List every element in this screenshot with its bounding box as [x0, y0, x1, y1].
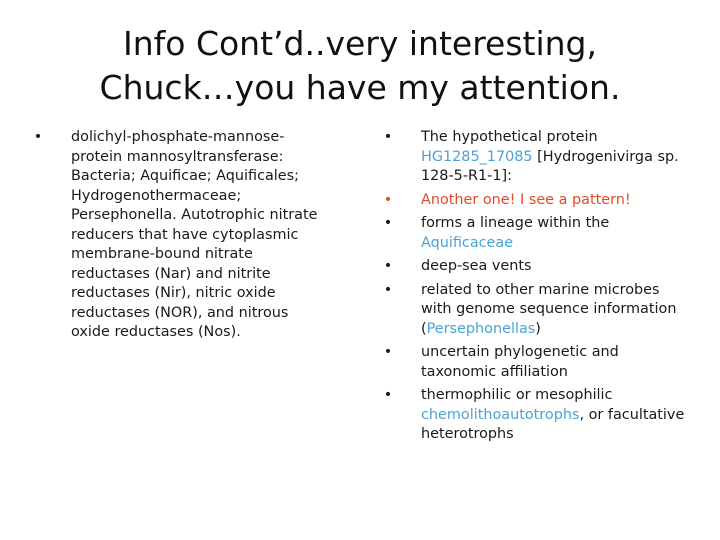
slide-title-line-1: Info Cont’d..very interesting,	[123, 24, 597, 63]
bullet-marker: •	[383, 215, 393, 231]
bullet-marker: •	[383, 129, 393, 145]
bullet-2-text: Another one! I see a pattern!	[421, 191, 631, 208]
bullet-marker: •	[383, 191, 393, 208]
aquificaceae-link[interactable]: Aquificaceae	[421, 234, 514, 251]
bullet-3-text: forms a lineage within the	[421, 215, 610, 231]
bullet-7-text-pre: thermophilic or mesophilic	[421, 387, 613, 403]
bullet-marker: •	[383, 281, 393, 298]
right-bullet-item-3	[382, 214, 692, 253]
bullet-5-text-pre: related to other marine microbes with genome sequence information (	[421, 281, 677, 337]
right-bullet-item-6	[382, 343, 692, 382]
bullet-6-text: uncertain phylogenetic and taxonomic affiliation	[421, 344, 619, 380]
left-column-list	[32, 128, 328, 347]
right-bullet-item-1	[382, 128, 692, 187]
bullet-5-text-post: )	[535, 320, 541, 337]
bullet-4-text: deep-sea vents	[421, 258, 532, 274]
right-column-list	[382, 128, 692, 449]
right-bullet-item-7	[382, 386, 692, 445]
left-bullet-item	[32, 128, 328, 343]
bullet-marker: •	[383, 258, 393, 274]
persephonellas-link[interactable]: Persephonellas	[426, 320, 536, 337]
right-bullet-item-4	[382, 257, 692, 277]
right-bullet-item-2	[382, 191, 692, 211]
chemolithoautotrophs-link[interactable]: chemolithoautotrophs	[421, 406, 580, 423]
right-bullet-item-5	[382, 281, 692, 340]
left-bullet-text: dolichyl-phosphate-mannose-protein mannosyltransferase: Bacteria; Aquificae; Aquificales; Hydrogenothermaceae; Persephonella. Autotrophic nitrate reducers that have cytoplasmic membrane-bound nitrate reductases (Nar) and nitrite reductases (Nir), nitric oxide reductases (NOR), and nitrous oxide reductases (Nos).	[71, 129, 318, 340]
protein-id-link[interactable]: HG1285_17085	[421, 148, 533, 165]
slide-title	[36, 22, 684, 110]
bullet-marker: •	[383, 344, 393, 360]
bullet-1-text-pre: The hypothetical protein	[421, 129, 598, 145]
slide-title-line-2: Chuck…you have my attention.	[99, 68, 621, 107]
bullet-1-text-post: [Hydrogenivirga sp. 128-5-R1-1]:	[421, 148, 679, 184]
bullet-7-text-post: , or facultative heterotrophs	[421, 406, 685, 442]
bullet-marker: •	[33, 129, 43, 145]
bullet-marker: •	[383, 387, 393, 403]
